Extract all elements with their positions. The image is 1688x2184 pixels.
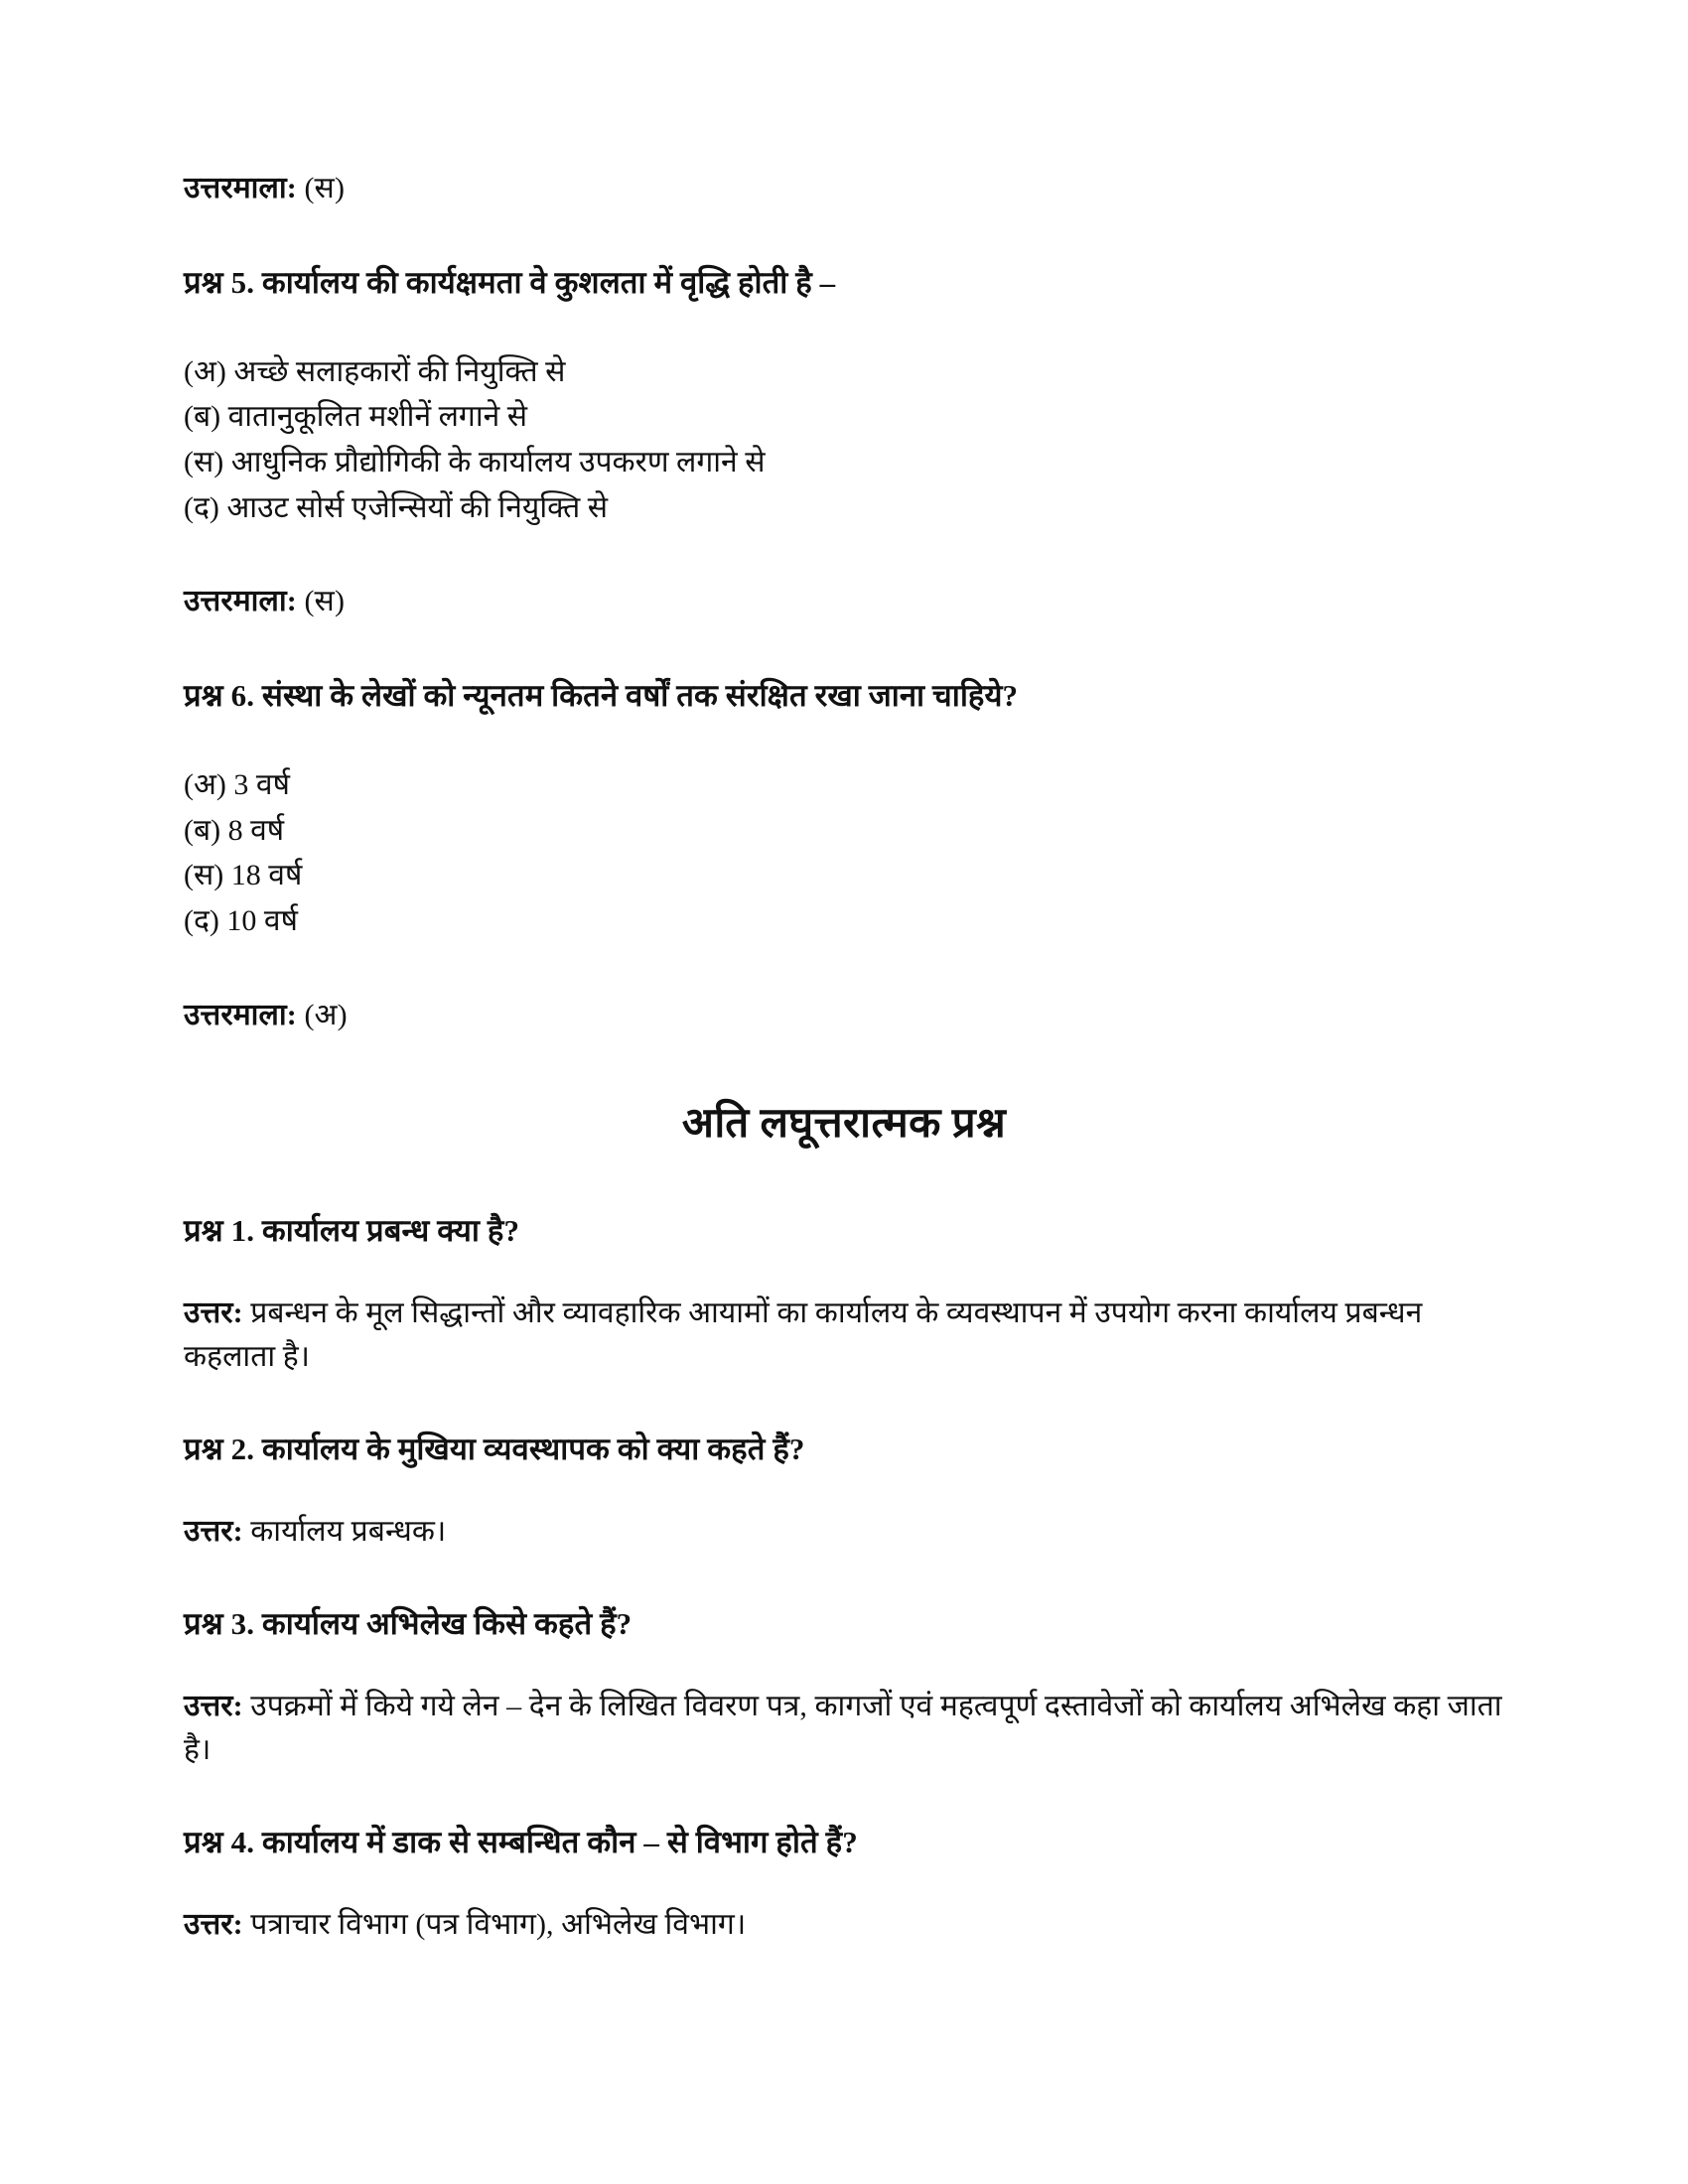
mcq-question-5: प्रश्न 5. कार्यालय की कार्यक्षमता वे कुशलता में वृद्धि होती है –	[184, 264, 836, 300]
short-answer-answer-3	[184, 1685, 1504, 1773]
answer-key-q6	[184, 996, 1504, 1036]
answer-key-label: उत्तरमाला:	[184, 585, 297, 618]
answer-key-q5	[184, 582, 1504, 622]
short-answer-answer-4	[184, 1903, 1504, 1947]
document-content	[184, 169, 1504, 1948]
mcq-options-5	[184, 349, 1504, 530]
mcq-option: (ब) वातानुकूलित मशीनें लगाने से	[184, 400, 528, 434]
short-answer-question-4: प्रश्न 4. कार्यालय में डाक से सम्बन्धित कौन – से विभाग होते हैं?	[184, 1824, 858, 1859]
mcq-option: (स) 18 वर्ष	[184, 859, 303, 892]
short-answer-question-2: प्रश्न 2. कार्यालय के मुखिया व्यवस्थापक को क्या कहते हैं?	[184, 1431, 805, 1466]
answer-text: उपक्रमों में किये गये लेन – देन के लिखित विवरण पत्र, कागजों एवं महत्वपूर्ण दस्तावेजों को कार्यालय अभिलेख कहा जाता है।	[184, 1689, 1502, 1767]
mcq-option: (ब) 8 वर्ष	[184, 813, 285, 847]
mcq-question-6: प्रश्न 6. संस्था के लेखों को न्यूनतम कितने वर्षों तक संरक्षित रखा जाना चाहिये?	[184, 677, 1019, 713]
answer-key-value: (अ)	[304, 998, 348, 1031]
answer-label: उत्तर:	[184, 1515, 243, 1549]
short-answer-question-3: प्रश्न 3. कार्यालय अभिलेख किसे कहते हैं?	[184, 1605, 633, 1641]
short-answer-answer-2	[184, 1510, 1504, 1554]
mcq-options-6	[184, 762, 1504, 943]
mcq-option: (द) 10 वर्ष	[184, 903, 298, 937]
short-answer-question-1: प्रश्न 1. कार्यालय प्रबन्ध क्या है?	[184, 1212, 520, 1248]
short-answer-answer-1	[184, 1292, 1504, 1380]
answer-label: उत्तर:	[184, 1689, 243, 1722]
mcq-option: (अ) 3 वर्ष	[184, 768, 290, 802]
answer-label: उत्तर:	[184, 1297, 243, 1330]
section-heading: अति लघूत्तरात्मक प्रश्न	[681, 1101, 1007, 1148]
mcq-option: (द) आउट सोर्स एजेन्सियों की नियुक्ति से	[184, 490, 609, 524]
answer-key-value: (स)	[304, 585, 346, 618]
answer-key-label: उत्तरमाला:	[184, 172, 297, 205]
answer-key-label: उत्तरमाला:	[184, 998, 297, 1031]
answer-key-q4	[184, 169, 1504, 209]
answer-text: पत्राचार विभाग (पत्र विभाग), अभिलेख विभाग।	[250, 1908, 747, 1942]
answer-text: प्रबन्धन के मूल सिद्धान्तों और व्यावहारिक आयामों का कार्यालय के व्यवस्थापन में उपयोग करना कार्यालय प्रबन्धन कहलाता है।	[184, 1297, 1423, 1374]
mcq-option: (स) आधुनिक प्रौद्योगिकी के कार्यालय उपकरण लगाने से	[184, 446, 766, 479]
answer-text: कार्यालय प्रबन्धक।	[250, 1515, 447, 1549]
mcq-option: (अ) अच्छे सलाहकारों की नियुक्ति से	[184, 354, 566, 388]
answer-label: उत्तर:	[184, 1908, 243, 1942]
answer-key-value: (स)	[304, 172, 346, 205]
